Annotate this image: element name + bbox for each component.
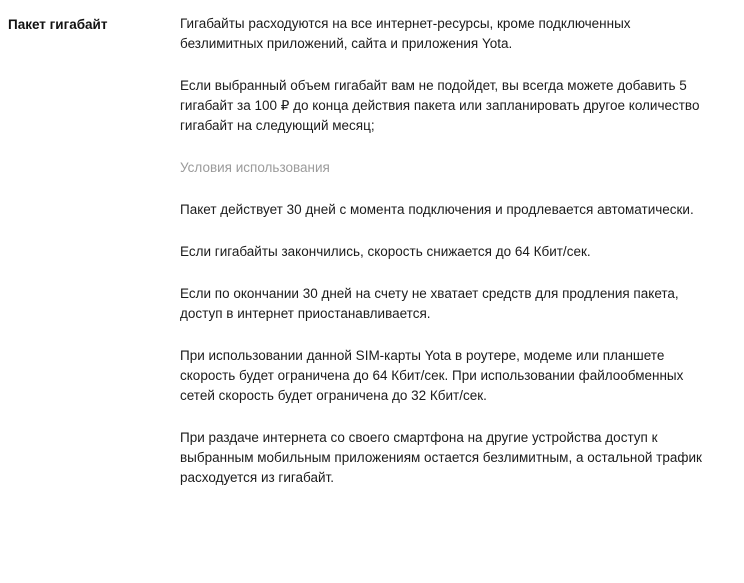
section-title: Пакет гигабайт <box>8 17 108 32</box>
condition-paragraph: Пакет действует 30 дней с момента подключения и продлевается автоматически. <box>180 202 694 217</box>
usage-conditions-subheading: Условия использования <box>180 160 330 175</box>
section-content <box>178 14 724 488</box>
intro-paragraph: Если выбранный объем гигабайт вам не подойдет, вы всегда можете добавить 5 гигабайт за 100 ₽ до конца действия пакета или запланировать другое количество гигабайт на следующий месяц; <box>180 78 700 133</box>
intro-paragraph: Гигабайты расходуются на все интернет-ресурсы, кроме подключенных безлимитных приложений, сайта и приложения Yota. <box>180 16 631 51</box>
condition-paragraph: Если гигабайты закончились, скорость снижается до 64 Кбит/сек. <box>180 244 591 259</box>
condition-paragraph: Если по окончании 30 дней на счету не хватает средств для продления пакета, доступ в интернет приостанавливается. <box>180 286 679 321</box>
condition-paragraph: При раздаче интернета со своего смартфона на другие устройства доступ к выбранным мобильным приложениям остается безлимитным, а остальной трафик расходуется из гигабайт. <box>180 430 702 485</box>
condition-paragraph: При использовании данной SIM-карты Yota в роутере, модеме или планшете скорость будет ограничена до 64 Кбит/сек. При использовании файлообменных сетей скорость будет ограничена до 32 Кбит/сек. <box>180 348 684 403</box>
